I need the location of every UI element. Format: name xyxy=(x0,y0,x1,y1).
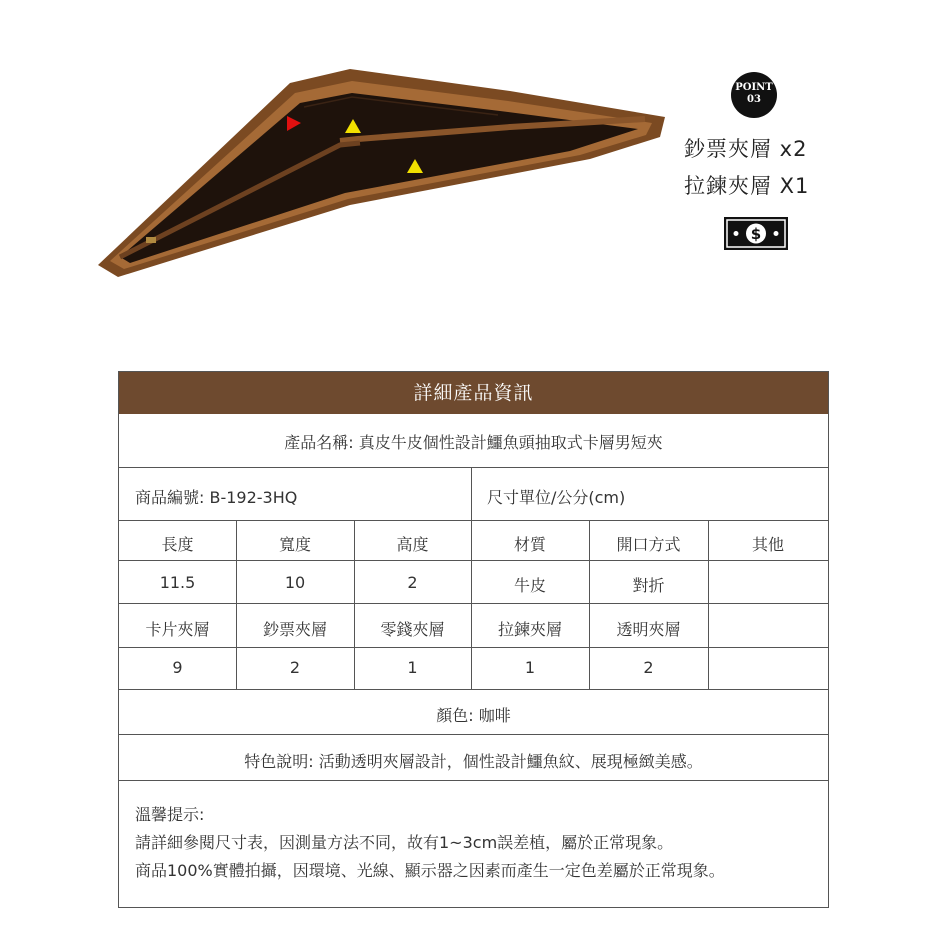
value-width: 10 xyxy=(284,573,306,592)
value-coin-pocket: 1 xyxy=(407,658,418,677)
spec-table xyxy=(118,371,829,908)
row-divider xyxy=(119,467,828,468)
header-material: 材質 xyxy=(513,535,546,554)
value-clear-pocket: 2 xyxy=(643,658,654,677)
dollar-bill-icon xyxy=(724,217,788,250)
value-opening: 對折 xyxy=(632,576,665,595)
value-bill-pockets: 2 xyxy=(289,658,301,677)
header-height: 高度 xyxy=(396,535,429,554)
header-bill-pockets: 鈔票夾層 xyxy=(262,620,327,639)
header-other: 其他 xyxy=(751,535,784,554)
header-width: 寬度 xyxy=(278,535,311,554)
value-zip-pocket: 1 xyxy=(524,658,536,677)
value-height: 2 xyxy=(407,573,418,592)
row-divider xyxy=(119,647,828,648)
svg-text:$: $ xyxy=(750,225,762,243)
feature-zip-pocket: 拉鍊夾層 X1 xyxy=(684,174,810,198)
product-code: 商品編號: B-192-3HQ xyxy=(135,488,298,507)
header-length: 長度 xyxy=(161,535,194,554)
row-divider xyxy=(119,734,828,735)
feature-bill-pockets: 鈔票夾層 x2 xyxy=(684,137,808,161)
row-divider xyxy=(119,560,828,561)
row-divider xyxy=(119,780,828,781)
header-zip-pocket: 拉鍊夾層 xyxy=(497,620,562,639)
wallet-photo xyxy=(90,55,670,285)
row-divider xyxy=(119,520,828,521)
row-divider xyxy=(119,603,828,604)
value-card-slots: 9 xyxy=(172,658,183,677)
product-color: 顏色: 咖啡 xyxy=(436,706,511,725)
point-badge-label: POINT xyxy=(735,82,773,93)
note-measurement: 請詳細參閱尺寸表，因測量方法不同，故有1~3cm誤差植，屬於正常現象。 xyxy=(135,833,674,852)
point-badge-number: 03 xyxy=(747,94,761,105)
column-divider xyxy=(471,467,472,520)
header-clear-pocket: 透明夾層 xyxy=(616,620,681,639)
size-unit: 尺寸單位/公分(cm) xyxy=(487,488,626,507)
value-material: 牛皮 xyxy=(513,576,546,595)
header-coin-pocket: 零錢夾層 xyxy=(380,620,445,639)
header-opening: 開口方式 xyxy=(616,535,681,554)
point-badge xyxy=(731,72,777,118)
row-divider xyxy=(119,689,828,690)
product-name: 產品名稱: 真皮牛皮個性設計鱷魚頭抽取式卡層男短夾 xyxy=(284,433,663,452)
product-features: 特色說明: 活動透明夾層設計，個性設計鱷魚紋、展現極緻美感。 xyxy=(244,752,703,771)
value-length: 11.5 xyxy=(159,573,196,592)
spec-table-title: 詳細產品資訊 xyxy=(119,372,828,414)
header-card-slots: 卡片夾層 xyxy=(145,620,210,639)
notes-title: 溫馨提示: xyxy=(135,805,205,824)
note-color-difference: 商品100%實體拍攝，因環境、光線、顯示器之因素而產生一定色差屬於正常現象。 xyxy=(135,861,725,880)
